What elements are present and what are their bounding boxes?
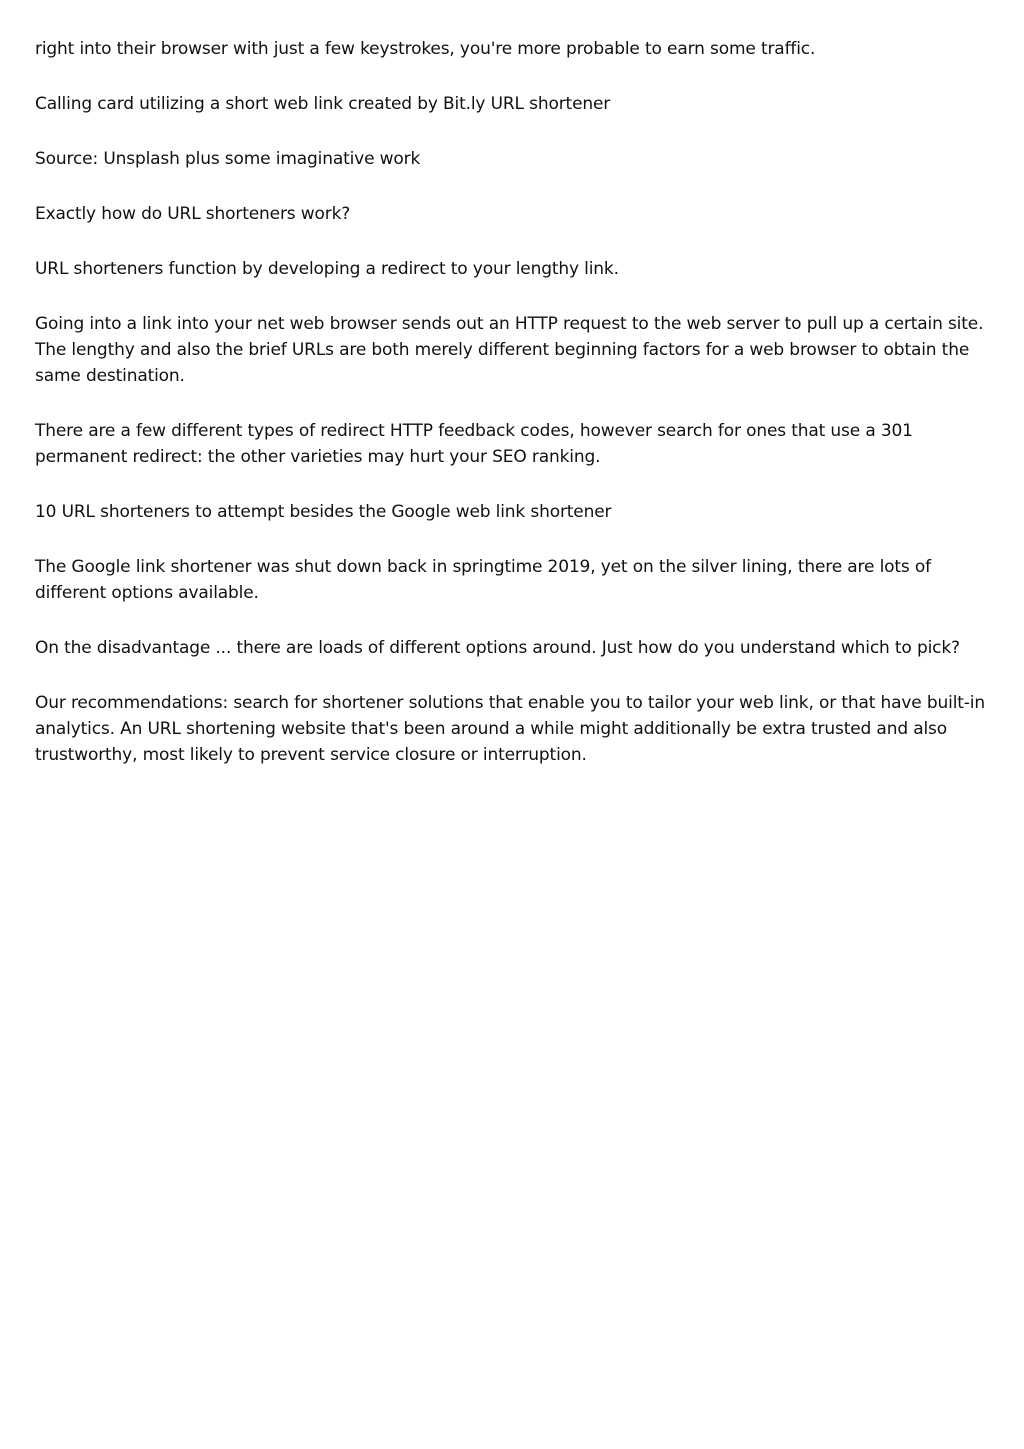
paragraph-http-request: Going into a link into your net web browser sends out an HTTP request to the web server to pull up a certain site. The lengthy and also the brief URLs are both merely different beginning factors for a web browser to obtain the same destination. <box>35 314 984 386</box>
paragraph-heading-how-it-works: Exactly how do URL shorteners work? <box>35 204 351 224</box>
paragraph-continuation: right into their browser with just a few keystrokes, you're more probable to earn some traffic. <box>35 39 816 59</box>
paragraph-redirect-codes: There are a few different types of redirect HTTP feedback codes, however search for ones that use a 301 permanent redirect: the other varieties may hurt your SEO ranking. <box>35 421 913 467</box>
paragraph-image-caption: Calling card utilizing a short web link created by Bit.ly URL shortener <box>35 94 611 114</box>
paragraph-redirect-intro: URL shorteners function by developing a redirect to your lengthy link. <box>35 259 619 279</box>
paragraph-google-shutdown: The Google link shortener was shut down back in springtime 2019, yet on the silver lining, there are lots of different options available. <box>35 557 931 603</box>
paragraph-heading-alternatives: 10 URL shorteners to attempt besides the Google web link shortener <box>35 502 612 522</box>
document-body <box>35 36 990 797</box>
paragraph-recommendations: Our recommendations: search for shortener solutions that enable you to tailor your web link, or that have built-in analytics. An URL shortening website that's been around a while might additionally be extra trusted and also trustworthy, most likely to prevent service closure or interruption. <box>35 693 985 765</box>
paragraph-image-source: Source: Unsplash plus some imaginative work <box>35 149 421 169</box>
paragraph-disadvantage: On the disadvantage ... there are loads of different options around. Just how do you understand which to pick? <box>35 638 960 658</box>
